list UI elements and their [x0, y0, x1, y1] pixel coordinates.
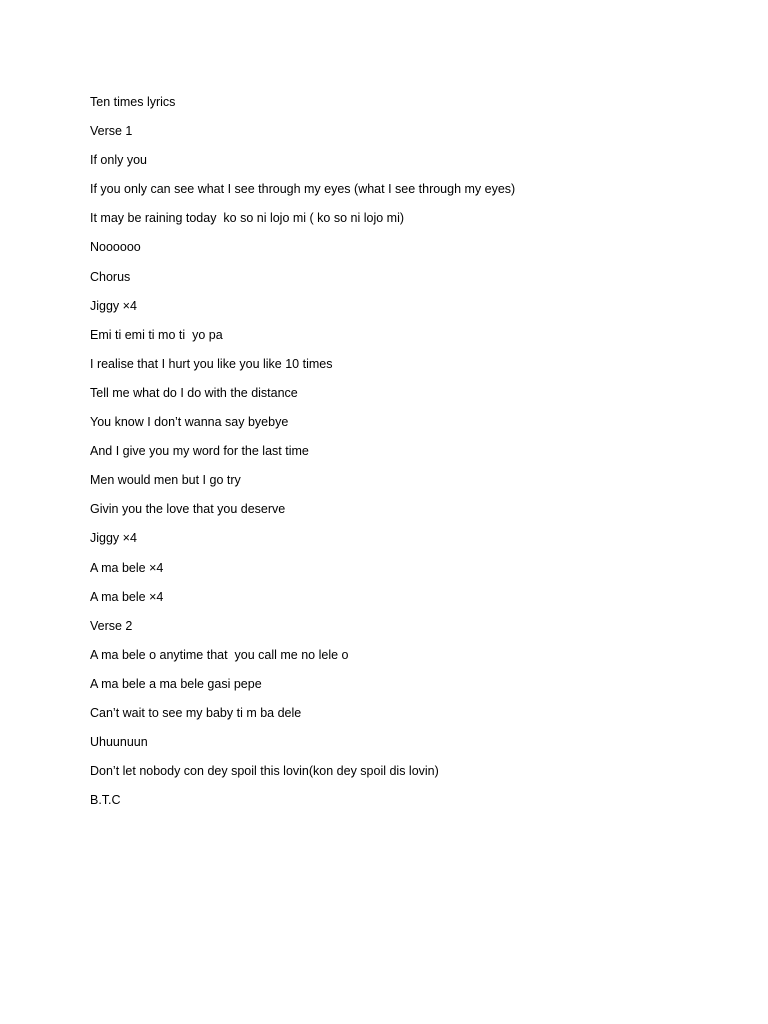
lyric-line: A ma bele ×4 [90, 560, 164, 575]
lyric-line: Jiggy ×4 [90, 298, 137, 313]
lyric-line: A ma bele o anytime that you call me no lele o [90, 647, 349, 662]
lyric-line: If only you [90, 153, 147, 168]
lyric-line: If you only can see what I see through my eyes (what I see through my eyes) [90, 182, 516, 197]
document-title: Ten times lyrics [90, 95, 176, 109]
lyric-line: Can’t wait to see my baby ti m ba dele [90, 705, 302, 720]
lyric-line: A ma bele a ma bele gasi pepe [90, 676, 262, 691]
lyric-line: Givin you the love that you deserve [90, 502, 286, 517]
lyric-line: And I give you my word for the last time [90, 444, 309, 459]
lyric-line: Jiggy ×4 [90, 531, 137, 546]
lyric-line: A ma bele ×4 [90, 589, 164, 604]
section-heading-verse-1: Verse 1 [90, 124, 133, 139]
lyric-line: Uhuunuun [90, 735, 148, 750]
section-heading-verse-2: Verse 2 [90, 618, 133, 633]
lyric-line: Tell me what do I do with the distance [90, 385, 298, 400]
lyric-line: Don’t let nobody con dey spoil this lovin(kon dey spoil dis lovin) [90, 764, 439, 779]
lyrics-text [90, 92, 730, 819]
lyric-line: I realise that I hurt you like you like 10 times [90, 356, 333, 371]
lyric-line: Emi ti emi ti mo ti yo pa [90, 327, 223, 342]
lyric-line: B.T.C [90, 793, 121, 808]
lyric-line: Men would men but I go try [90, 473, 241, 488]
section-heading-chorus: Chorus [90, 269, 131, 284]
lyric-line: It may be raining today ko so ni lojo mi ( ko so ni lojo mi) [90, 211, 405, 226]
lyric-line: You know I don’t wanna say byebye [90, 415, 289, 430]
lyric-line: Noooooo [90, 240, 141, 255]
